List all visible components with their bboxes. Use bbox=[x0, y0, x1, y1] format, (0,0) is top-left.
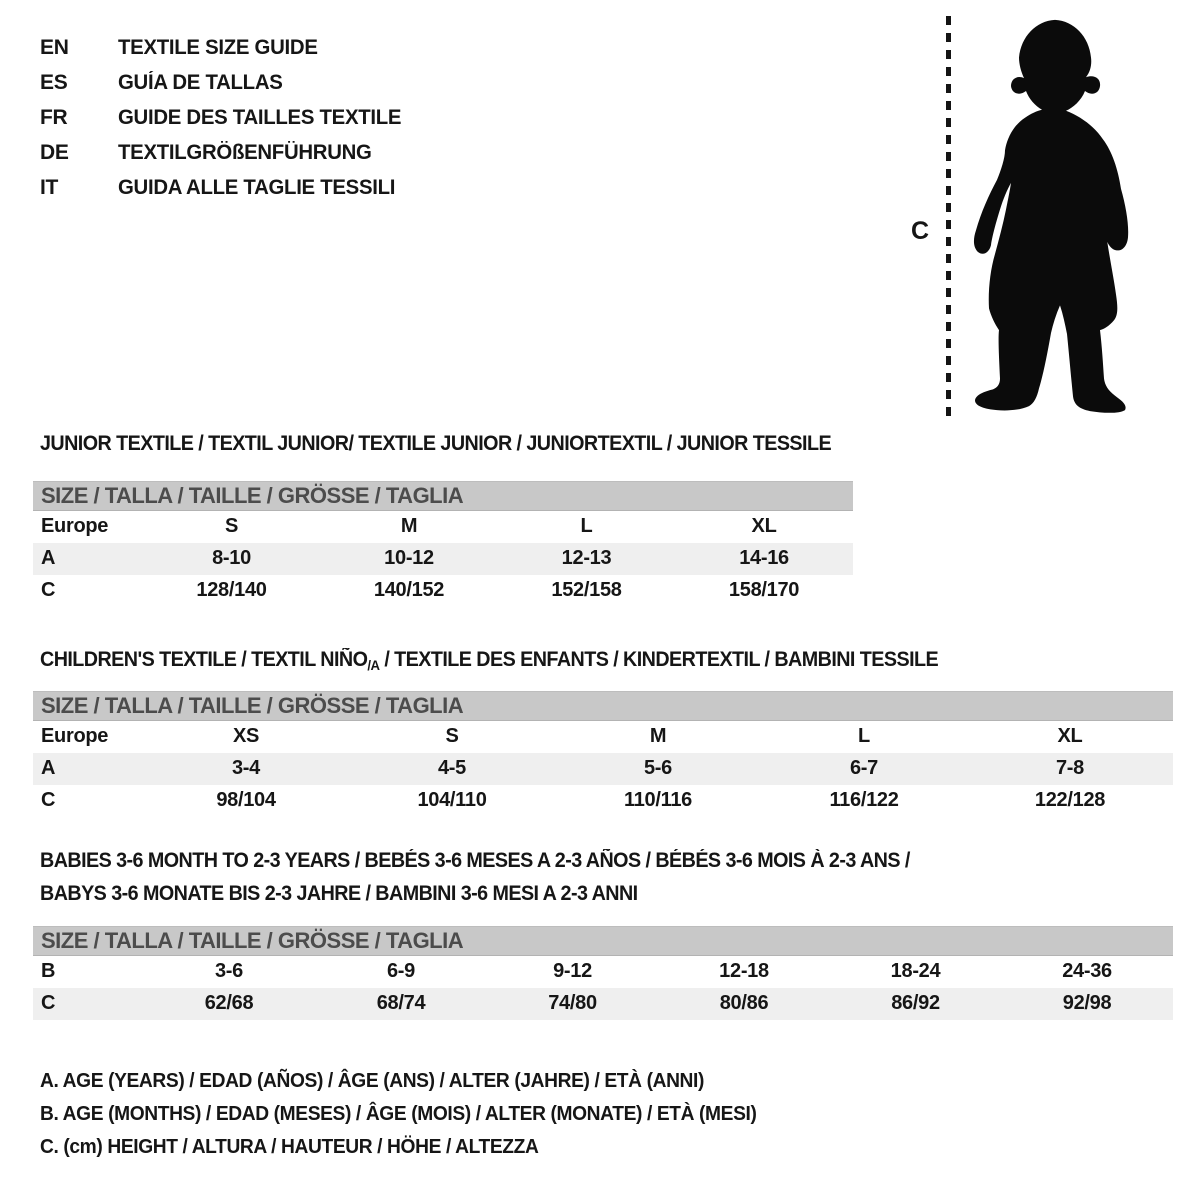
section-heading-children bbox=[40, 648, 938, 673]
size-value-cell: M bbox=[400, 515, 418, 538]
measure-legend bbox=[40, 1065, 786, 1164]
size-value-cell: 24-36 bbox=[1062, 960, 1112, 983]
size-value-cell: 62/68 bbox=[143, 988, 315, 1020]
size-value-cell: L bbox=[858, 725, 870, 748]
size-value-cell: 116/122 bbox=[829, 789, 899, 811]
baby-silhouette-icon bbox=[955, 12, 1147, 417]
babies-size-table bbox=[33, 926, 1173, 1020]
size-value-cell: 4-5 bbox=[349, 753, 555, 785]
language-row bbox=[40, 100, 410, 135]
table-row-europe bbox=[33, 721, 1173, 753]
table-row-height bbox=[33, 575, 853, 607]
legend-line-c: C. (cm) HEIGHT / ALTURA / HAUTEUR / HÖHE / ALTEZZA bbox=[40, 1136, 539, 1158]
heading-text: CHILDREN'S TEXTILE / TEXTIL NIÑO bbox=[40, 648, 368, 671]
guide-title: TEXTILE SIZE GUIDE bbox=[118, 36, 318, 59]
size-value-cell: 158/170 bbox=[728, 579, 800, 601]
size-value-cell: 12-13 bbox=[498, 543, 675, 575]
row-label: C bbox=[33, 988, 143, 1020]
size-value-cell: 128/140 bbox=[196, 579, 267, 601]
table-row-height bbox=[33, 785, 1173, 817]
language-code: FR bbox=[40, 106, 68, 129]
size-value-cell: 6-7 bbox=[761, 753, 967, 785]
size-value-cell: 12-18 bbox=[719, 960, 769, 983]
legend-line-b: B. AGE (MONTHS) / EDAD (MESES) / ÂGE (MOIS) / ALTER (MONATE) / ETÀ (MESI) bbox=[40, 1103, 757, 1125]
size-header-label: SIZE / TALLA / TAILLE / GRÖSSE / TAGLIA bbox=[33, 482, 853, 511]
table-row-age-years bbox=[33, 753, 1173, 785]
legend-line-a: A. AGE (YEARS) / EDAD (AÑOS) / ÂGE (ANS) / ALTER (JAHRE) / ETÀ (ANNI) bbox=[40, 1070, 705, 1092]
size-value-cell: 122/128 bbox=[1034, 789, 1106, 811]
row-label: C bbox=[41, 579, 56, 601]
size-value-cell: 86/92 bbox=[830, 988, 1001, 1020]
size-header-label: SIZE / TALLA / TAILLE / GRÖSSE / TAGLIA bbox=[33, 692, 1173, 721]
language-code: ES bbox=[40, 71, 68, 94]
language-row bbox=[40, 135, 410, 170]
size-header-bar bbox=[33, 927, 1173, 956]
guide-title: GUIDA ALLE TAGLIE TESSILI bbox=[118, 176, 396, 199]
table-row-europe bbox=[33, 511, 853, 543]
guide-title: GUIDE DES TAILLES TEXTILE bbox=[118, 106, 402, 129]
size-value-cell: 7-8 bbox=[967, 753, 1173, 785]
size-value-cell: 68/74 bbox=[315, 988, 487, 1020]
size-header-bar bbox=[33, 692, 1173, 721]
guide-title: TEXTILGRÖßENFÜHRUNG bbox=[118, 141, 372, 164]
height-measure-dashed-line bbox=[946, 16, 951, 416]
language-row bbox=[40, 30, 410, 65]
size-value-cell: 5-6 bbox=[555, 753, 761, 785]
size-value-cell: 80/86 bbox=[658, 988, 830, 1020]
size-header-bar bbox=[33, 482, 853, 511]
size-value-cell: 140/152 bbox=[373, 579, 445, 601]
row-label: Europe bbox=[41, 725, 109, 748]
size-value-cell: 74/80 bbox=[487, 988, 658, 1020]
size-value-cell: L bbox=[580, 515, 593, 538]
row-label: Europe bbox=[41, 515, 109, 538]
row-label: C bbox=[41, 789, 56, 811]
size-value-cell: XL bbox=[751, 515, 777, 538]
table-row-age-years bbox=[33, 543, 853, 575]
size-value-cell: 98/104 bbox=[216, 789, 276, 811]
row-label: B bbox=[41, 960, 56, 983]
row-label: A bbox=[33, 543, 143, 575]
size-value-cell: 110/116 bbox=[624, 789, 692, 811]
size-value-cell: 10-12 bbox=[320, 543, 498, 575]
size-value-cell: 8-10 bbox=[143, 543, 320, 575]
height-measure-label: C bbox=[910, 217, 930, 245]
language-code: DE bbox=[40, 141, 69, 164]
size-value-cell: XL bbox=[1057, 725, 1083, 748]
size-value-cell: 92/98 bbox=[1001, 988, 1173, 1020]
size-header-label: SIZE / TALLA / TAILLE / GRÖSSE / TAGLIA bbox=[33, 927, 1173, 956]
heading-line-2: BABYS 3-6 MONATE BIS 2-3 JAHRE / BAMBINI 3-6 MESI A 2-3 ANNI bbox=[40, 882, 638, 905]
junior-size-table bbox=[33, 481, 853, 607]
size-value-cell: 6-9 bbox=[386, 960, 415, 983]
language-code: IT bbox=[40, 176, 59, 199]
children-size-table bbox=[33, 691, 1173, 817]
heading-text: / TEXTILE DES ENFANTS / KINDERTEXTIL / BAMBINI TESSILE bbox=[379, 648, 939, 671]
size-value-cell: 104/110 bbox=[417, 789, 487, 811]
size-value-cell: 18-24 bbox=[890, 960, 941, 983]
size-value-cell: 152/158 bbox=[551, 579, 622, 601]
heading-line-1: BABIES 3-6 MONTH TO 2-3 YEARS / BEBÉS 3-6 MESES A 2-3 AÑOS / BÉBÉS 3-6 MOIS À 2-3 ANS / bbox=[40, 849, 910, 872]
section-heading-babies bbox=[40, 844, 910, 910]
size-value-cell: 3-6 bbox=[214, 960, 243, 983]
table-row-height bbox=[33, 988, 1173, 1020]
size-value-cell: XS bbox=[232, 725, 260, 748]
size-value-cell: S bbox=[445, 725, 459, 748]
language-code: EN bbox=[40, 36, 69, 59]
language-row bbox=[40, 65, 410, 100]
table-row-age-months bbox=[33, 956, 1173, 988]
language-row bbox=[40, 170, 410, 205]
size-value-cell: 3-4 bbox=[143, 753, 349, 785]
row-label: A bbox=[33, 753, 143, 785]
heading-subscript: /A bbox=[367, 657, 380, 673]
size-value-cell: S bbox=[224, 515, 239, 538]
guide-title: GUÍA DE TALLAS bbox=[118, 71, 283, 94]
language-title-block bbox=[40, 30, 410, 205]
section-heading-junior: JUNIOR TEXTILE / TEXTIL JUNIOR/ TEXTILE JUNIOR / JUNIORTEXTIL / JUNIOR TESSILE bbox=[40, 432, 832, 455]
size-value-cell: 9-12 bbox=[553, 960, 592, 983]
size-value-cell: 14-16 bbox=[675, 543, 853, 575]
size-value-cell: M bbox=[649, 725, 667, 748]
